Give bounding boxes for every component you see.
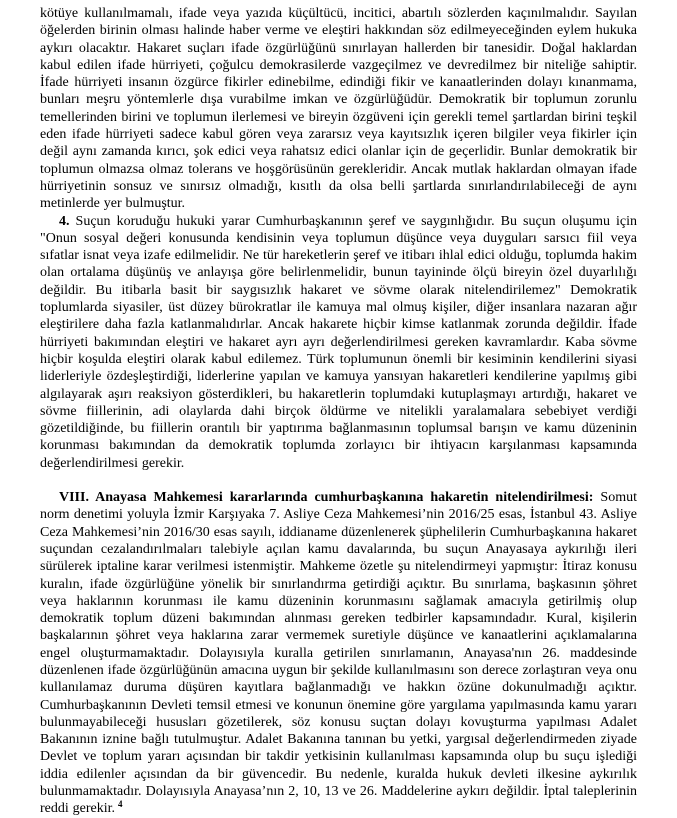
section-heading: VIII. Anayasa Mahkemesi kararlarında cumhurbaşkanına hakaretin nitelendirilmesi:: [59, 490, 594, 506]
paragraph-body: Somut norm denetimi yoluyla İzmir Karşıyaka 7. Asliye Ceza Mahkemesi’nin 2016/25 esas, İstanbul 43. Asliye Ceza Mahkemesi’nin 2016/30 esas sayılı, iddianame düzenlenerek şüphelilerin Cumhurbaşkanına hakaret suçundan cezalandırılmaları talebiyle açılan kamu davalarında, bu suçun Anayasaya aykırılığı ileri sürülerek iptaline karar verilmesi istenmiştir. Mahkeme özetle şu nitelendirmeyi yapmıştır: İtiraz konusu kuralın, ifade özgürlüğüne yönelik bir sınırlandırma getirdiği açıktır. Bu sınırlama, başkasının şöhret veya haklarının korunması ile kamu düzeninin korunmasını sağlamak amacıyla getirilmiş olup demokratik toplum düzeni bakımından alınması gereken tedbirler kapsamındadır. Kural, kişilerin başkalarının şöhret veya haklarına zarar vermemek suretiyle düşünce ve kanaatlerini açıklamalarına engel oluşturmamaktadır. Dolayısıyla kuralla getirilen sınırlamanın, Anayasa'nın 26. maddesinde düzenlenen ifade özgürlüğünün amacına uygun bir şekilde kullanılmasını son derece zorlaştıran veya onu kullanılamaz duruma düşüren kayıtlara bağlanmadığı ve hakkın özüne dokunulmadığı açıktır. Cumhurbaşkanının Devleti temsil etmesi ve konunun önemine göre yargılama yapılmasında kamu yararı bulunmayabileceği hususları gözetilerek, söz konusu suçtan dolayı kovuşturma yapılması Adalet Bakanının iznine bağlı tutulmuştur. Adalet Bakanına tanınan bu yetki, yargısal değerlendirmeden ziyade Devlet ve toplum yararı açısından bir takdir yetkisinin kullanılması kapsamında olup bu suçu işlediği iddia edilenler açısından da bir güvencedir. Bu nedenle, kuralda hukuk devleti ilkesine aykırılık bulunmamaktadır. Dolayısıyla Anayasa’nın 2, 10, 13 ve 26. Maddelerine aykırı değildir. İptal taleplerinin reddi gerekir.: [40, 490, 637, 817]
paragraph-section-viii: [40, 489, 637, 818]
paragraph-number: 4.: [59, 213, 70, 229]
paragraph-numbered-4: [40, 213, 637, 472]
paragraph-body: Suçun koruduğu hukuki yarar Cumhurbaşkanının şeref ve saygınlığıdır. Bu suçun oluşumu için "Onun sosyal değeri konusunda kendisinin veya toplumun düşünce veya duyguları sarsıcı fiil veya sıfatlar isnat veya izafe edilmelidir. Ne tür hareketlerin şeref ve itibarı ihlal edici olduğu, toplumda hakim olan ortalama düşünüş ve anlayışa göre belirlenmelidir, bunun tayininde ölçü bireyin özel duyarlılığı değildir. Bu itibarla basit bir saygısızlık hakaret ve sövme olarak nitelendirilemez" Demokratik toplumlarda siyasiler, üst düzey bürokratlar ile kamuya mal olmuş kişiler, diğer insanlara nazaran ağır eleştirilere daha fazla katlanmalıdırlar. Ancak hakarete hiçbir kimse katlanmak zorunda değildir. İfade hürriyeti bakımından eleştiri ve hakaret ayrı ayrı değerlendirilmesi gereken kavramlardır. Kaba sövme hiçbir koşulda eleştiri olarak kabul edilemez. Türk toplumunun önemli bir kesiminin kendilerini siyasi liderleriyle özdeşleştirdiği, liderlerine yapılan ve kamuya yansıyan hakaretleri kendilerine yapılmış gibi algılayarak aşırı reaksiyon gösterdikleri, bu hakaretlerin toplumdaki kutuplaşmayı artırdığı, hakaret ve sövme fiillerinin, adi olaylarda dahi birçok öldürme ve nitelikli yaralamalara sebebiyet verdiği gözetildiğinde, bu fiillerin orantılı bir yaptırıma bağlanmasının toplumsal barışın ve kamu düzeninin korunması bakımından da demokratik toplumda zorlayıcı bir ihtiyacın karşılanması kapsamında değerlendirilmesi gerekir.: [40, 213, 637, 471]
paragraph-continuation: kötüye kullanılmamalı, ifade veya yazıda küçültücü, incitici, abartılı sözlerden kaçınılmalıdır. Sayılan öğelerden birinin olması halinde haber verme ve eleştiri hakkından söz edilmeyeceğinden eylem hukuka aykırı olacaktır. Hakaret suçları ifade özgürlüğünü sınırlayan hallerden bir tanesidir. Doğal haklardan kabul edilen ifade hürriyeti, çoğulcu demokrasilerde vazgeçilmez ve devredilmez bir niteliğe sahiptir. İfade hürriyeti insanın özgürce fikirler edinebilme, edindiği fikir ve kanaatlerinden dolayı kınanmama, bunları meşru yöntemlerle dışa vurabilme imkan ve özgürlüğüdür. Demokratik bir toplumun zorunlu temellerinden birini ve toplumun ilerlemesi ve bireyin özgüveni için gerekli temel şartlardan birini teşkil eden ifade hürriyeti sadece kabul gören veya zararsız veya kayıtsızlık içeren bilgiler veya fikirler için değil aynı zamanda kırıcı, şok edici veya rahatsız edici olanlar için de geçerlidir. Bunlar demokratik bir toplumun olmazsa olmaz tolerans ve hoşgörüsünün gerekleridir. Ancak mutlak haklardan olmayan ifade hürriyetinin sonsuz ve sınırsız olmadığı, kısıtlı da olsa belli şartlarda sınırlandırılabileceği de aynı metinlerde yer bulmuştur.: [40, 6, 637, 212]
footnote-ref: 4: [118, 798, 123, 809]
